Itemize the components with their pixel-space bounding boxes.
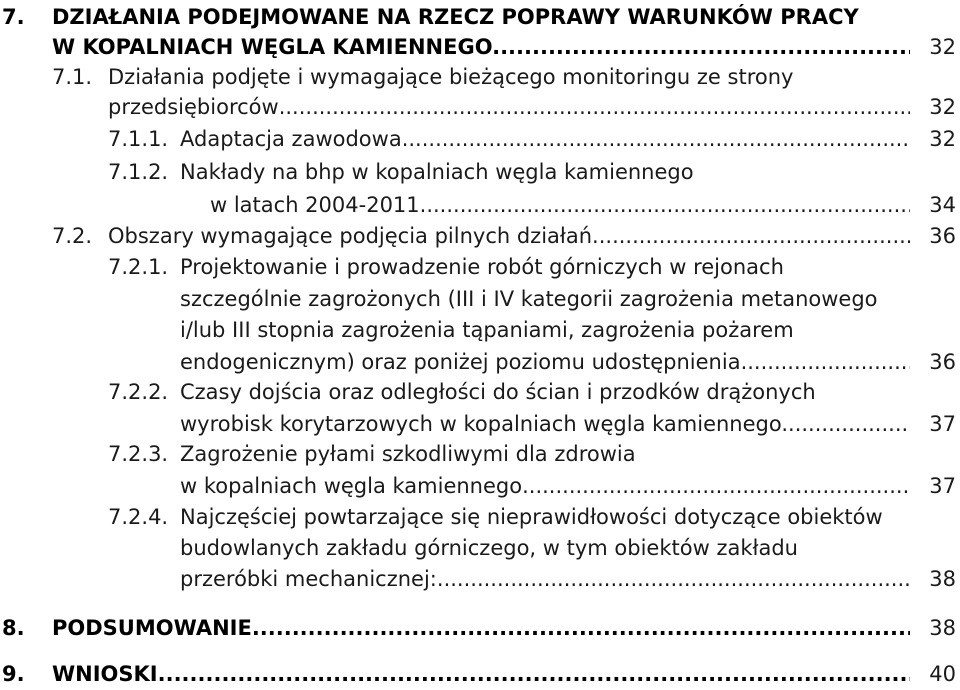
toc-entry-number: 7.1.2. (108, 160, 169, 184)
toc-entry-title-text: Obszary wymagające podjęcia pilnych działań. (108, 224, 599, 248)
toc-entry-number: 7.2.1. (108, 255, 169, 279)
toc-entry-title-last-line (180, 408, 910, 440)
toc-entry-title-last-line (108, 220, 910, 252)
toc-entry-title-text: WNIOSKI (52, 662, 158, 686)
toc-entry-page: 32 (929, 127, 956, 151)
toc-entry-9 (0, 658, 960, 690)
toc-entry-title-last-line (180, 346, 910, 378)
toc-entry-number: 9. (2, 662, 25, 686)
dot-leader (788, 408, 910, 440)
toc-entry-title-last-line (180, 563, 910, 595)
toc-entry-title-text: przeróbki mechanicznej: (180, 567, 437, 591)
toc-entry-7-2-4-cont-1 (0, 532, 960, 564)
toc-entry-page: 38 (929, 616, 956, 640)
toc-entry-title-line: Czasy dojścia oraz odległości do ścian i przodków drążonych (180, 380, 816, 404)
toc-entry-title-last-line (210, 189, 910, 221)
dot-leader (420, 189, 910, 221)
dot-leader (408, 123, 910, 155)
toc-entry-7-1-2 (0, 156, 960, 188)
toc-entry-title-line: Projektowanie i prowadzenie robót górniczych w rejonach (180, 255, 784, 279)
toc-entry-number: 7. (2, 5, 25, 29)
toc-entry-7-2 (0, 220, 960, 252)
dot-leader (522, 470, 910, 502)
toc-entry-page: 37 (929, 412, 956, 436)
toc-entry-title-line: Zagrożenie pyłami szkodliwymi dla zdrowia (180, 442, 636, 466)
toc-entry-number: 7.1. (52, 65, 93, 89)
toc-entry-page: 36 (929, 224, 956, 248)
toc-entry-number: 7.2.2. (108, 380, 169, 404)
toc-entry-number: 7.2. (52, 224, 93, 248)
toc-entry-title-last-line (108, 91, 910, 123)
toc-entry-7-2-4 (0, 501, 960, 533)
toc-entry-7-2-1-cont-1 (0, 283, 960, 315)
toc-entry-7-2-1 (0, 251, 960, 283)
toc-entry-title-last-line (180, 470, 910, 502)
toc-entry-title-last-line (52, 31, 910, 63)
toc-entry-7-2-4-cont-2 (0, 563, 960, 595)
toc-entry-7-1 (0, 61, 960, 93)
toc-entry-7-2-3 (0, 438, 960, 470)
toc-entry-page: 32 (929, 35, 956, 59)
toc-entry-page: 36 (929, 350, 956, 374)
toc-entry-7-cont (0, 31, 960, 63)
toc-entry-title-last-line (52, 612, 910, 644)
toc-entry-page: 37 (929, 474, 956, 498)
dot-leader (158, 658, 910, 690)
toc-entry-title-line: Działania podjęte i wymagające bieżącego monitoringu ze strony (108, 65, 794, 89)
toc-entry-page: 38 (929, 567, 956, 591)
toc-entry-title-text: w kopalniach węgla kamiennego (180, 474, 523, 498)
dot-leader (500, 31, 910, 63)
dot-leader (252, 612, 910, 644)
toc-entry-page: 32 (929, 95, 956, 119)
toc-entry-title-text: W KOPALNIACH WĘGLA KAMIENNEGO. (52, 35, 501, 59)
toc-entry-title-text: endogenicznym) oraz poniżej poziomu udostępnienia. (180, 350, 748, 374)
toc-entry-title-line: Najczęściej powtarzające się nieprawidłowości dotyczące obiektów (180, 505, 883, 529)
toc-entry-7-1-2-cont (0, 189, 960, 221)
toc-entry-7-1-1 (0, 123, 960, 155)
toc-entry-7-2-2-cont (0, 408, 960, 440)
toc-entry-page: 40 (929, 662, 956, 686)
toc-entry-title-text: PODSUMOWANIE (52, 616, 252, 640)
toc-entry-number: 7.1.1. (108, 127, 169, 151)
toc-entry-title-text: przedsiębiorców (108, 95, 279, 119)
toc-entry-8 (0, 612, 960, 644)
toc-entry-7 (0, 1, 960, 33)
toc-entry-title-line: budowlanych zakładu górniczego, w tym obiektów zakładu (180, 536, 798, 560)
dot-leader (599, 220, 910, 252)
toc-entry-title-last-line (180, 123, 910, 155)
toc-entry-number: 7.2.4. (108, 505, 169, 529)
toc-entry-number: 7.2.3. (108, 442, 169, 466)
toc-entry-page: 34 (929, 193, 956, 217)
dot-leader (279, 91, 910, 123)
toc-entry-title-text: w latach 2004-2011 (210, 193, 420, 217)
toc-entry-title-text: Adaptacja zawodowa. (180, 127, 409, 151)
toc-entry-title-line: szczególnie zagrożonych (III i IV kategorii zagrożenia metanowego (180, 287, 878, 311)
dot-leader (437, 563, 910, 595)
toc-entry-7-2-2 (0, 376, 960, 408)
dot-leader (747, 346, 910, 378)
toc-entry-7-2-3-cont (0, 470, 960, 502)
toc-entry-7-1-cont (0, 91, 960, 123)
toc-entry-7-2-1-cont-3 (0, 346, 960, 378)
toc-entry-title-last-line (52, 658, 910, 690)
toc-entry-title-line: Nakłady na bhp w kopalniach węgla kamiennego (180, 160, 694, 184)
toc-entry-number: 8. (2, 616, 25, 640)
toc-entry-title-line: i/lub III stopnia zagrożenia tąpaniami, zagrożenia pożarem (180, 318, 794, 342)
toc-entry-7-2-1-cont-2 (0, 314, 960, 346)
toc-entry-title-text: wyrobisk korytarzowych w kopalniach węgla kamiennego. (180, 412, 789, 436)
toc-entry-title-line: DZIAŁANIA PODEJMOWANE NA RZECZ POPRAWY WARUNKÓW PRACY (52, 5, 859, 29)
